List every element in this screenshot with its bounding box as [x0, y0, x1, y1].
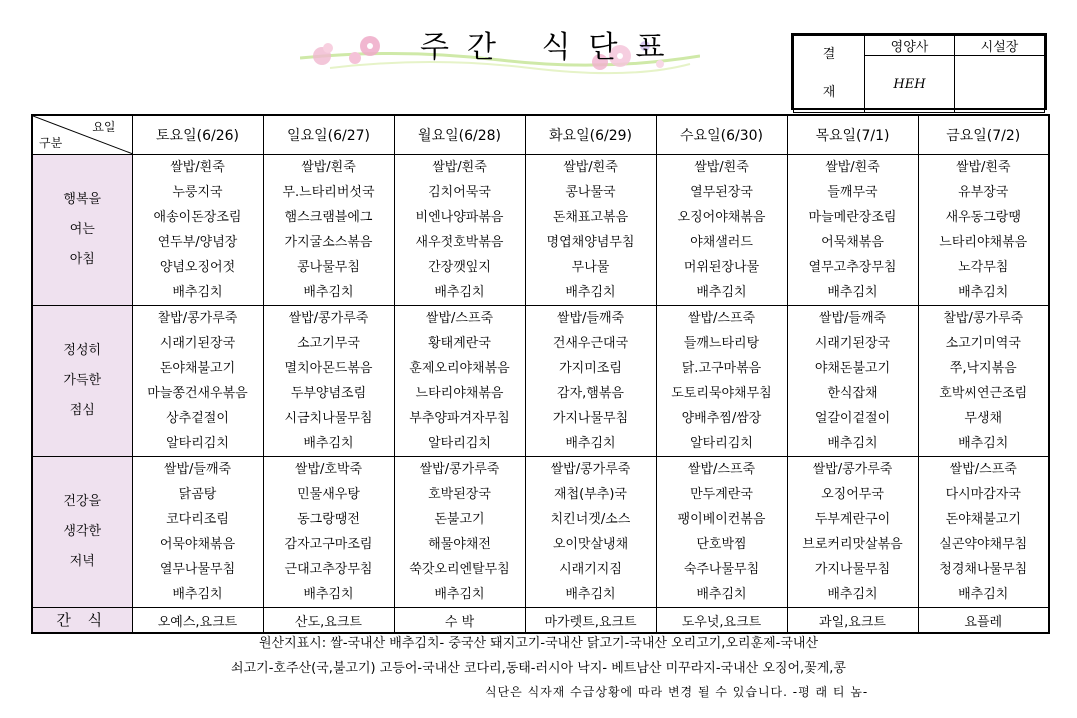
origin-note-2: 쇠고기-호주산(국,불고기) 고등어-국내산 코다리,동태-러시아 낙지- 베트남산 미꾸라지-국내산 오징어,꽃게,콩	[231, 661, 846, 676]
menu-item: 황태계란국	[428, 336, 491, 351]
day-header: 화요일(6/29)	[525, 115, 656, 155]
page-title: 주간 식단표	[420, 30, 683, 65]
meal-label: 행복을 여는 아침	[32, 155, 132, 306]
approval-col-dietitian: 영양사	[865, 36, 955, 56]
menu-item: 쑥갓오리엔탈무침	[409, 562, 510, 577]
menu-cell	[918, 457, 1049, 608]
menu-item: 쌀밥/스프죽	[425, 311, 494, 326]
menu-item: 머위된장나물	[683, 260, 760, 275]
menu-item: 배추김치	[958, 587, 1009, 602]
menu-item: 멸치아몬드볶음	[284, 361, 373, 376]
menu-item: 돈불고기	[434, 512, 485, 527]
menu-cell	[918, 306, 1049, 457]
menu-item: 감자,햄볶음	[557, 386, 624, 401]
menu-item: 어묵야채볶음	[159, 537, 236, 552]
snack-cell: 산도,요크트	[263, 608, 394, 634]
menu-item: 찰밥/콩가루죽	[157, 311, 238, 326]
menu-item: 쌀밥/스프죽	[687, 462, 756, 477]
director-signature	[955, 56, 1045, 113]
menu-item: 무생채	[964, 411, 1003, 426]
menu-cell	[394, 306, 525, 457]
menu-cell	[394, 457, 525, 608]
menu-item: 브로커리맛살볶음	[802, 537, 903, 552]
menu-item: 무.느타리버섯국	[282, 185, 375, 200]
menu-item: 시래기지짐	[559, 562, 622, 577]
menu-item: 느타리야채볶음	[939, 235, 1028, 250]
menu-item: 다시마감자국	[945, 487, 1021, 502]
approval-box	[791, 33, 1047, 110]
menu-item: 쌀밥/콩가루죽	[812, 462, 893, 477]
menu-item: 도토리묵야채무침	[671, 386, 772, 401]
day-header: 일요일(6/27)	[263, 115, 394, 155]
menu-item: 쌀밥/들깨죽	[556, 311, 625, 326]
menu-cell	[263, 306, 394, 457]
day-header: 금요일(7/2)	[918, 115, 1049, 155]
menu-item: 배추김치	[827, 285, 878, 300]
menu-item: 쌀밥/흰죽	[955, 160, 1011, 175]
menu-item: 배추김치	[565, 285, 616, 300]
menu-item: 만두계란국	[690, 487, 753, 502]
menu-item: 두부계란구이	[814, 512, 891, 527]
day-header: 월요일(6/28)	[394, 115, 525, 155]
menu-item: 얼갈이겉절이	[814, 411, 891, 426]
menu-cell	[132, 457, 263, 608]
menu-item: 호박된장국	[428, 487, 491, 502]
day-header: 목요일(7/1)	[787, 115, 918, 155]
menu-item: 건새우근대국	[552, 336, 629, 351]
menu-item: 시금치나물무침	[284, 411, 373, 426]
menu-item: 훈제오리야채볶음	[409, 361, 510, 376]
menu-item: 콩나물무침	[297, 260, 360, 275]
menu-item: 알타리김치	[166, 436, 229, 451]
menu-item: 햄스크램블에그	[284, 210, 373, 225]
menu-item: 쌀밥/흰죽	[825, 160, 880, 175]
menu-item: 배추김치	[958, 285, 1009, 300]
menu-item: 쌀밥/콩가루죽	[419, 462, 500, 477]
menu-item: 새우동그랑땡	[945, 210, 1021, 225]
menu-item: 쌀밥/흰죽	[301, 160, 356, 175]
menu-item: 호박씨연근조림	[939, 386, 1028, 401]
menu-item: 무나물	[571, 260, 610, 275]
menu-item: 찰밥/콩가루죽	[943, 311, 1024, 326]
menu-item: 명엽채양념무침	[546, 235, 635, 250]
menu-cell	[525, 457, 656, 608]
menu-item: 배추김치	[434, 285, 485, 300]
menu-item: 배추김치	[958, 436, 1009, 451]
menu-item: 애송이돈장조림	[153, 210, 242, 225]
menu-item: 쌀밥/흰죽	[563, 160, 618, 175]
approval-label: 결 재	[794, 36, 865, 113]
menu-item: 가지굴소스볶음	[284, 235, 373, 250]
menu-item: 쌀밥/흰죽	[694, 160, 749, 175]
menu-item: 마늘메란장조림	[808, 210, 897, 225]
menu-item: 쌀밥/스프죽	[949, 462, 1017, 477]
menu-item: 재첩(부추)국	[554, 487, 627, 502]
menu-item: 쌀밥/호박죽	[294, 462, 363, 477]
menu-item: 상추겉절이	[166, 411, 229, 426]
menu-item: 어묵채볶음	[821, 235, 884, 250]
menu-item: 노각무침	[958, 260, 1009, 275]
menu-item: 가지미조림	[559, 361, 622, 376]
menu-item: 소고기무국	[297, 336, 360, 351]
menu-item: 쌀밥/흰죽	[432, 160, 487, 175]
menu-item: 새우젓호박볶음	[415, 235, 504, 250]
menu-item: 열무고추장무침	[808, 260, 897, 275]
menu-item: 양념오징어젓	[159, 260, 236, 275]
menu-item: 청경채나물무침	[939, 562, 1028, 577]
menu-item: 시래기된장국	[159, 336, 236, 351]
menu-item: 배추김치	[565, 436, 616, 451]
menu-item: 소고기미역국	[945, 336, 1021, 351]
menu-item: 알타리김치	[428, 436, 491, 451]
menu-item: 돈야채불고기	[159, 361, 236, 376]
meal-row	[32, 155, 1049, 306]
menu-item: 배추김치	[565, 587, 616, 602]
menu-item: 야채돈불고기	[814, 361, 891, 376]
snack-cell: 도우넛,요크트	[656, 608, 787, 634]
menu-cell	[787, 155, 918, 306]
table-corner: 요일 구분	[32, 115, 132, 155]
menu-cell	[656, 457, 787, 608]
snack-cell: 수 박	[394, 608, 525, 634]
menu-item: 부추양파겨자무침	[409, 411, 510, 426]
menu-cell	[263, 457, 394, 608]
menu-item: 배추김치	[172, 285, 223, 300]
menu-item: 숙주나물무침	[683, 562, 760, 577]
menu-item: 배추김치	[827, 587, 878, 602]
meal-row	[32, 306, 1049, 457]
menu-item: 누룽지국	[172, 185, 223, 200]
menu-item: 비엔나양파볶음	[415, 210, 504, 225]
menu-cell	[525, 155, 656, 306]
menu-cell	[787, 457, 918, 608]
menu-item: 가지나물무침	[552, 411, 629, 426]
menu-item: 돈야채불고기	[945, 512, 1021, 527]
menu-item: 근대고추장무침	[284, 562, 373, 577]
menu-item: 쌀밥/콩가루죽	[288, 311, 369, 326]
snack-row	[32, 608, 1049, 634]
menu-item: 쌀밥/들깨죽	[818, 311, 887, 326]
menu-item: 가지나물무침	[814, 562, 891, 577]
menu-item: 배추김치	[434, 587, 485, 602]
menu-item: 마늘쫑건새우볶음	[147, 386, 248, 401]
menu-item: 야채샐러드	[690, 235, 753, 250]
menu-item: 오이맛살냉채	[552, 537, 629, 552]
meal-label: 건강을 생각한 저녁	[32, 457, 132, 608]
menu-item: 배추김치	[172, 587, 223, 602]
menu-item: 간장깻잎지	[428, 260, 491, 275]
menu-item: 시래기된장국	[814, 336, 891, 351]
menu-item: 오징어무국	[821, 487, 884, 502]
menu-item: 배추김치	[303, 436, 354, 451]
snack-label: 간 식	[32, 608, 132, 634]
menu-item: 콩나물국	[565, 185, 616, 200]
menu-item: 배추김치	[303, 587, 354, 602]
footer-note: 식단은 식자재 수급상황에 따라 변경 될 수 있습니다. -평 래 티 놈-	[485, 685, 869, 699]
menu-item: 쭈,낙지볶음	[949, 361, 1017, 376]
menu-cell	[656, 155, 787, 306]
menu-item: 오징어야채볶음	[677, 210, 766, 225]
menu-item: 열무나물무침	[159, 562, 236, 577]
menu-item: 한식잡채	[827, 386, 878, 401]
menu-item: 돈채표고볶음	[552, 210, 629, 225]
title-area	[300, 18, 700, 88]
menu-item: 단호박찜	[696, 537, 747, 552]
menu-item: 해물야채전	[428, 537, 491, 552]
menu-item: 배추김치	[827, 436, 878, 451]
menu-cell	[918, 155, 1049, 306]
snack-cell: 마가렛트,요크트	[525, 608, 656, 634]
menu-cell	[263, 155, 394, 306]
menu-item: 김치어묵국	[428, 185, 491, 200]
snack-cell: 요플레	[918, 608, 1049, 634]
origin-note-1: 원산지표시: 쌀-국내산 배추김치- 중국산 돼지고기-국내산 닭고기-국내산 오리고기,오리훈제-국내산	[258, 636, 819, 651]
menu-item: 열무된장국	[690, 185, 753, 200]
menu-item: 배추김치	[696, 285, 747, 300]
snack-cell: 과일,요크트	[787, 608, 918, 634]
menu-item: 실곤약야채무침	[939, 537, 1028, 552]
menu-cell	[525, 306, 656, 457]
menu-cell	[394, 155, 525, 306]
menu-item: 쌀밥/콩가루죽	[550, 462, 631, 477]
menu-item: 닭.고구마볶음	[681, 361, 762, 376]
menu-item: 쌀밥/들깨죽	[163, 462, 232, 477]
menu-cell	[132, 155, 263, 306]
menu-item: 알타리김치	[690, 436, 753, 451]
menu-item: 코다리조림	[166, 512, 229, 527]
menu-item: 치킨너겟/소스	[550, 512, 631, 527]
approval-col-director: 시설장	[955, 36, 1045, 56]
meal-label: 정성히 가득한 점심	[32, 306, 132, 457]
menu-item: 동그랑땡전	[297, 512, 360, 527]
meal-row	[32, 457, 1049, 608]
day-header: 토요일(6/26)	[132, 115, 263, 155]
menu-item: 느타리야채볶음	[415, 386, 504, 401]
menu-item: 쌀밥/스프죽	[687, 311, 756, 326]
menu-item: 두부양념조림	[290, 386, 367, 401]
dietitian-signature: HEH	[865, 56, 955, 113]
menu-item: 양배추찜/쌈장	[681, 411, 762, 426]
menu-item: 닭곰탕	[178, 487, 217, 502]
menu-table	[31, 114, 1050, 634]
menu-cell	[787, 306, 918, 457]
menu-item: 쌀밥/흰죽	[170, 160, 225, 175]
day-header: 수요일(6/30)	[656, 115, 787, 155]
snack-cell: 오예스,요크트	[132, 608, 263, 634]
menu-item: 들깨무국	[827, 185, 878, 200]
menu-item: 팽이베이컨볶음	[677, 512, 766, 527]
menu-item: 감자고구마조림	[284, 537, 373, 552]
menu-item: 배추김치	[303, 285, 354, 300]
menu-item: 들깨느타리탕	[683, 336, 760, 351]
menu-item: 유부장국	[958, 185, 1009, 200]
menu-cell	[132, 306, 263, 457]
menu-item: 연두부/양념장	[157, 235, 238, 250]
menu-cell	[656, 306, 787, 457]
menu-item: 민물새우탕	[297, 487, 360, 502]
menu-item: 배추김치	[696, 587, 747, 602]
